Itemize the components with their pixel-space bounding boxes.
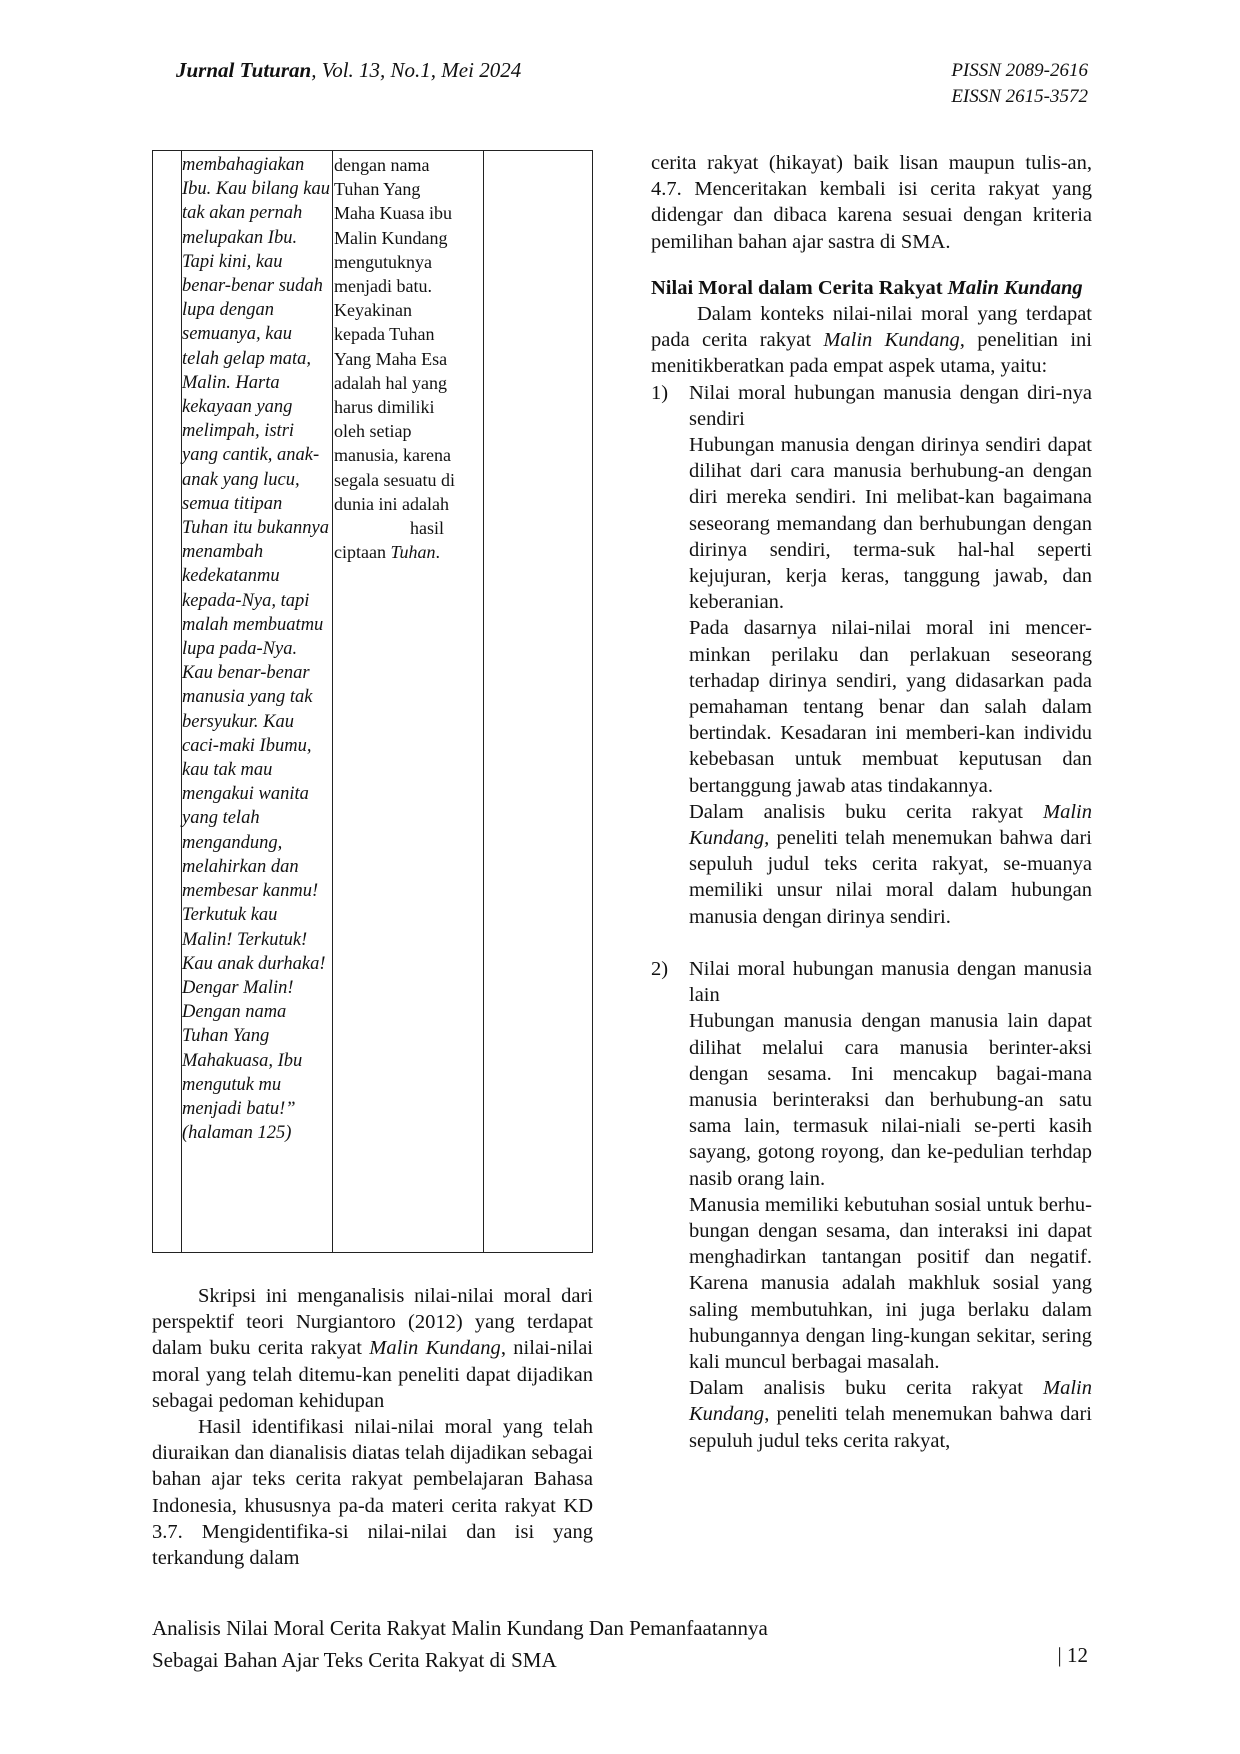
table-cell-quote: membahagiakan Ibu. Kau bilang kau tak akan pernah melupakan Ibu. Tapi kini, kau benar-benar sudah lupa dengan semuanya, kau telah gelap mata, Malin. Harta kekayaan yang melimpah, istri yang cantik, anak-anak yang lucu, semua titipan Tuhan itu bukannya menambah kedekatanmu kepada-Nya, tapi malah membuatmu lupa pada-Nya. Kau benar-benar manusia yang tak bersyukur. Kau caci-maki Ibumu, kau tak mau mengakui wanita yang telah mengandung, melahirkan dan membesar kanmu! Terkutuk kau Malin! Terkutuk! Kau anak durhaka! Dengar Malin! Dengan nama Tuhan Yang Mahakuasa, Ibu mengutuk mu menjadi batu!” (halaman 125) [182,155,330,1144]
pissn: PISSN 2089-2616 [951,60,1088,81]
analysis-text: ciptaan [334,542,391,563]
analysis-table [152,150,593,1253]
text-run: Skripsi ini menganalisis nilai-nilai moral dari perspektif teori Nurgiantoro (2012) yang terdapat dalam buku cerita rakyat [152,1285,593,1360]
analysis-line [334,540,481,564]
analysis-line: mengutuknya [334,251,432,272]
text-italic: Malin Kundang, [823,329,965,352]
list-item [651,956,1092,1454]
spacer [651,930,1092,956]
body-paragraph: Hasil identifikasi nilai-nilai moral yang telah diuraikan dan dianalisis diatas telah dijadikan sebagai bahan ajar teks cerita rakyat pembelajaran Bahasa Indonesia, khususnya pa-da materi cerita rakyat KD 3.7. Mengidentifika-si nilai-nilai dan isi yang terkandung dalam [152,1416,593,1570]
text-run: , peneliti telah menemukan bahwa dari sepuluh judul teks cerita rakyat, [689,1403,1092,1452]
table-divider [332,151,333,1252]
text-run: Dalam konteks nilai-nilai moral yang terdapat pada cerita rakyat [651,303,1092,352]
table-cell-analysis [334,153,481,564]
journal-name: Jurnal Tuturan [176,58,312,82]
analysis-line: kepada Tuhan [334,324,435,345]
body-paragraph [689,799,1092,930]
analysis-line: segala sesuatu di [334,469,455,490]
analysis-text: . [435,542,441,563]
body-paragraph [689,1375,1092,1454]
heading-text: Nilai Moral dalam Cerita Rakyat [651,276,948,299]
analysis-line: menjadi batu. [334,276,432,297]
left-column [152,1283,593,1571]
body-paragraph: Pada dasarnya nilai-nilai moral ini mencer-minkan perilaku dan perlakuan seseorang terhadap dirinya sendiri, yang didasarkan pada pemahaman tentang benar dan salah dalam bertindak. Kesadaran ini memberi-kan individu kebebasan untuk membuat keputusan dan bertanggung jawab atas tindakannya. [689,617,1092,797]
analysis-italic: Tuhan [390,542,436,563]
body-paragraph [152,1283,593,1414]
section-heading [651,275,1092,301]
body-paragraph: Hubungan manusia dengan manusia lain dapat dilihat melalui cara manusia berinter-aksi dengan sesama. Ini mencakup bagai-mana manusia berinteraksi dan berhubung-an satu sama lain, termasuk nilai-niali se-perti kasih sayang, gotong royong, dan ke-pedulian terhdap nasib orang lain. [689,1010,1092,1190]
analysis-line: Tuhan Yang [334,179,421,200]
table-divider [483,151,484,1252]
analysis-line: harus dimiliki [334,397,435,418]
journal-header [176,58,521,83]
body-paragraph: Hubungan manusia dengan dirinya sendiri dapat dilihat dari cara manusia berhubung-an dengan diri mereka sendiri. Ini melibat-kan bagaimana seseorang memandang dan berhubungan dengan dirinya sendiri, terma-suk hal-hal seperti kejujuran, kerja keras, tanggung jawab, dan keberanian. [689,434,1092,614]
analysis-line: Malin Kundang [334,227,448,248]
analysis-line: hasil [410,518,444,539]
list-item-title: Nilai moral hubungan manusia dengan diri-nya sendiri [689,381,1092,430]
list-item-title: Nilai moral hubungan manusia dengan manusia lain [689,957,1092,1007]
issn-block [951,58,1088,110]
list-number: 1) [651,381,669,404]
eissn: EISSN 2615-3572 [951,86,1088,107]
list-number: 2) [651,957,669,980]
analysis-line: adalah hal yang [334,372,447,393]
text-run: peneliti telah menemukan bahwa dari sepuluh judul teks cerita rakyat, se-muanya memiliki unsur nilai moral dalam hubungan manusia dengan dirinya sendiri. [689,827,1092,928]
analysis-line: dengan nama [334,155,430,175]
page-number: | 12 [1057,1643,1088,1667]
text-italic: Malin Kundang, [689,800,1092,850]
text-run: Dalam analisis buku cerita rakyat [689,800,1044,823]
footer-title-line: Analisis Nilai Moral Cerita Rakyat Malin Kundang Dan Pemanfaatannya [152,1616,768,1640]
page-footer [152,1612,768,1676]
footer-title-line: Sebagai Bahan Ajar Teks Cerita Rakyat di SMA [152,1648,557,1672]
text-run: , nilai-nilai moral yang telah ditemu-kan peneliti dapat dijadikan sebagai pedoman kehidupan [152,1337,593,1412]
analysis-line: Maha Kuasa ibu [334,203,452,224]
body-paragraph: cerita rakyat (hikayat) baik lisan maupun tulis-an, 4.7. Menceritakan kembali isi cerita rakyat yang didengar dan dibaca karena sesuai dengan kriteria pemilihan bahan ajar sastra di SMA. [651,152,1092,253]
list-item [651,380,1092,930]
body-paragraph: Manusia memiliki kebutuhan sosial untuk berhu-bungan dengan sesama, dan interaksi ini dapat menghadirkan tantangan positif dan negatif. Karena manusia adalah makhluk sosial yang saling membutuhkan, ini juga berlaku dalam hubungannya dengan ling-kungan sekitar, sering kali muncul berbagai masalah. [689,1193,1092,1373]
analysis-line: manusia, karena [334,445,451,466]
journal-issue: , Vol. 13, No.1, Mei 2024 [311,58,522,82]
body-paragraph [651,301,1092,380]
text-italic: Malin Kundang [689,1377,1092,1426]
text-italic: Malin Kundang [369,1337,501,1360]
text-run: Dalam analisis buku cerita rakyat [689,1377,1044,1400]
analysis-line: dunia ini adalah [334,493,449,514]
right-column [651,150,1092,1454]
analysis-line: Yang Maha Esa [334,348,448,369]
analysis-line: oleh setiap [334,421,412,442]
analysis-line: Keyakinan [334,300,412,321]
heading-italic: Malin Kundang [947,276,1083,299]
text-run: penelitian ini menitikberatkan pada empat aspek utama, yaitu: [651,329,1092,378]
